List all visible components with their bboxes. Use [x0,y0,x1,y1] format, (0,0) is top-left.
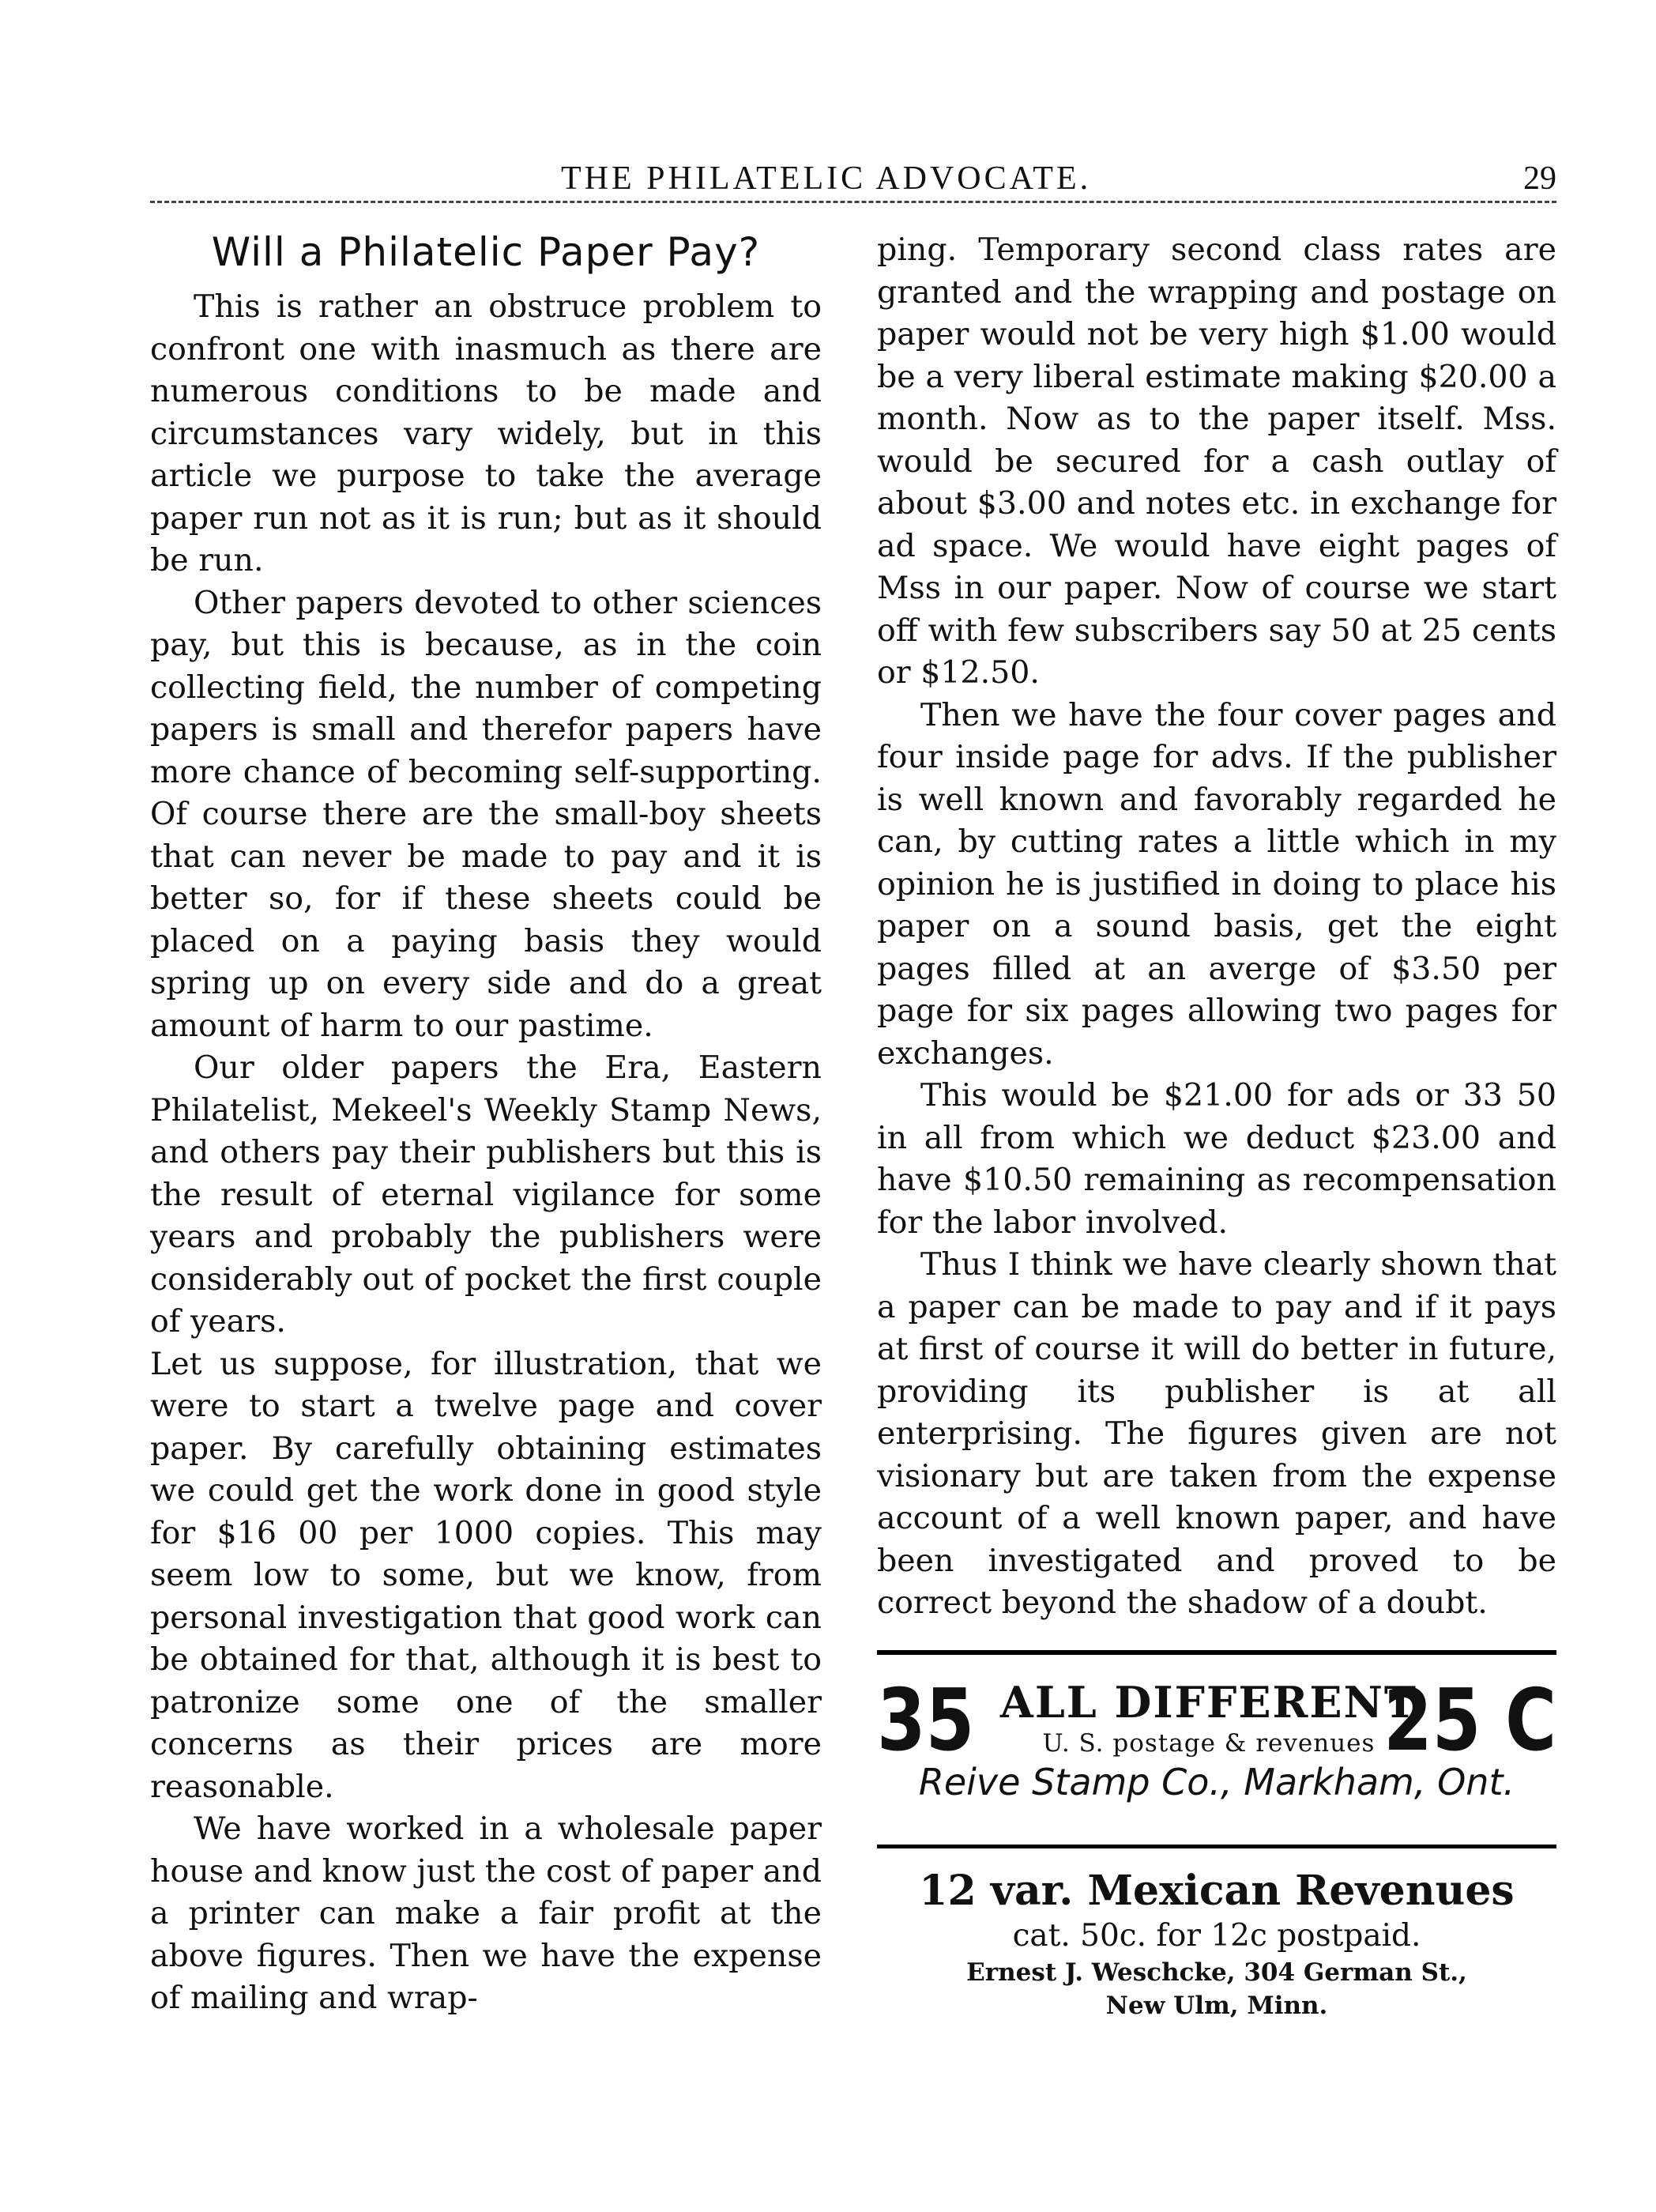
ad-company: Reive Stamp Co., Markham, Ont. [918,1760,1515,1803]
ad-subline: U. S. postage & revenues [1042,1728,1376,1758]
article-paragraph: Then we have the four cover pages and four inside page for advs. If the publisher is well known and favorably regarded he can, by cutting rates a little which in my opinion he is justified in doing to place his paper on a sound basis, get the eight pages filled at an averge of $3.50 per page for six pages allowing two pages for exchanges. [877,696,1556,1072]
ad-city: New Ulm, Minn. [1105,1991,1328,2020]
page-number: 29 [1523,160,1556,197]
stamp-advertisement [877,1672,1556,1830]
ad-address: Ernest J. Weschcke, 304 German St., [966,1958,1467,1987]
header-rule [150,201,1556,203]
page-header [150,160,1556,207]
right-column [877,229,1556,2022]
article-paragraph: Other papers devoted to other sciences pay, but this is because, as in the coin collecting field, the number of competing papers is small and therefor papers have more chance of becoming self-supporting. Of course there are the small-boy sheets that can never be made to pay and it is better so, for if these sheets could be placed on a paying basis they would spring up on every side and do a great amount of harm to our pastime. [150,584,822,1044]
article-paragraph: This is rather an obstruce problem to confront one with inasmuch as there are numerous conditions to be made and circumstances vary widely, but in this article we purpose to take the average paper run not as it is run; but as it should be run. [150,288,822,578]
article-paragraph: We have worked in a wholesale paper house and know just the cost of paper and a printer can make a fair profit at the above figures. Then we have the expense of mailing and wrap- [150,1811,822,2016]
article-title: Will a Philatelic Paper Pay? [211,229,761,275]
article-paragraph: Thus I think we have clearly shown that a paper can be made to pay and if it pays at first of course it will do better in future, providing its publisher is at all enterprising. The figures given are not visionary but are taken from the expense account of a well known paper, and have been investigated and proved to be correct beyond the shadow of a doubt. [877,1246,1556,1621]
ad-divider [877,1845,1556,1848]
article-paragraph: Let us suppose, for illustration, that we were to start a twelve page and cover paper. By carefully obtaining estimates we could get the work done in good style for $16 00 per 1000 copies. This may seem low to some, but we know, from personal investigation that good work can be obtained for that, although it is best to patronize some one of the smaller concerns as their prices are more reasonable. [150,1345,822,1805]
revenue-advertisement [877,1866,1556,2022]
left-column [150,229,822,2020]
ad-divider [877,1650,1556,1655]
ad-headline: ALL DIFFERENT [999,1676,1418,1728]
article-paragraph: This would be $21.00 for ads or 33 50 in all from which we deduct $23.00 and have $10.50 remaining as recompensation for the labor involved. [877,1077,1556,1241]
article-paragraph: ping. Temporary second class rates are granted and the wrapping and postage on paper would not be very high $1.00 would be a very liberal estimate making $20.00 a month. Now as to the paper itself. Mss. would be secured for a cash outlay of about $3.00 and notes etc. in exchange for ad space. We would have eight pages of Mss in our paper. Now of course we start off with few subscribers say 50 at 25 cents or $12.50. [877,232,1556,691]
ad-headline: 12 var. Mexican Revenues [919,1866,1515,1915]
ad-offer: cat. 50c. for 12c postpaid. [1012,1917,1421,1954]
ad-price: 25 C [1383,1671,1556,1770]
ad-quantity: 35 [877,1671,975,1770]
article-paragraph: Our older papers the Era, Eastern Philatelist, Mekeel's Weekly Stamp News, and others pay their publishers but this is the result of eternal vigilance for some years and probably the publishers were considerably out of pocket the first couple of years. [150,1049,822,1340]
running-title: THE PHILATELIC ADVOCATE. [561,160,1092,197]
